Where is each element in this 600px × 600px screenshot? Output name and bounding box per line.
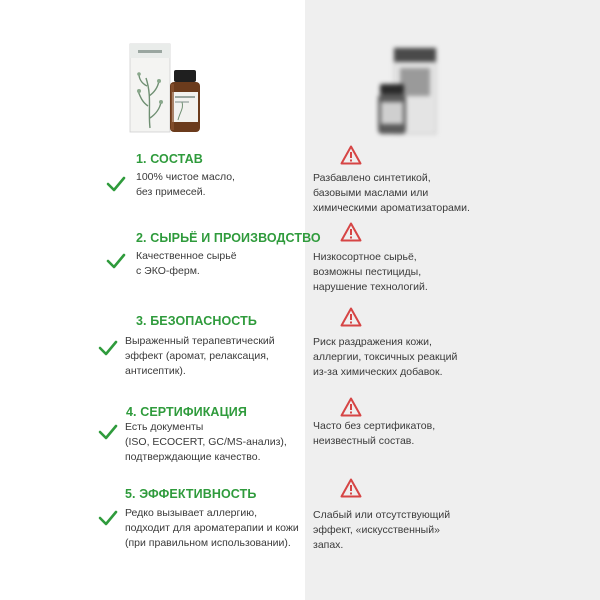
con-description-raw-materials (313, 250, 593, 295)
con-line: аллергии, токсичных реакций (313, 351, 458, 363)
pro-line: подходит для ароматерапии и кожи (125, 522, 299, 534)
pro-line: Выраженный терапевтический (125, 335, 275, 347)
pro-line: (ISO, ECOCERT, GC/MS-анализ), (125, 436, 287, 448)
pro-description-certification (125, 420, 287, 465)
pro-heading-effectiveness: 5. ЭФФЕКТИВНОСТЬ (125, 487, 257, 501)
con-line: неизвестный состав. (313, 435, 415, 447)
check-icon (98, 510, 118, 531)
con-line: нарушение технологий. (313, 281, 428, 293)
con-line: Низкосортное сырьё, (313, 251, 417, 263)
pro-line: без примесей. (136, 186, 206, 198)
check-icon (98, 424, 118, 445)
con-line: Риск раздражения кожи, (313, 336, 432, 348)
con-description-certification (313, 419, 593, 449)
pro-line: Есть документы (125, 421, 204, 433)
con-line: Часто без сертификатов, (313, 420, 436, 432)
con-line: эффект, «искусственный» (313, 524, 440, 536)
pro-description-safety (125, 334, 275, 379)
con-description-effectiveness (313, 508, 593, 553)
pro-line: эффект (аромат, релаксация, (125, 350, 269, 362)
product-image-genuine (128, 36, 208, 136)
con-line: из-за химических добавок. (313, 366, 443, 378)
pro-heading-certification: 4. СЕРТИФИКАЦИЯ (126, 405, 247, 419)
pro-line: с ЭКО-ферм. (136, 265, 200, 277)
con-description-safety (313, 335, 593, 380)
pro-line: (при правильном использовании). (125, 537, 291, 549)
pro-line: Качественное сырьё (136, 250, 237, 262)
pro-heading-raw-materials: 2. СЫРЬЁ И ПРОИЗВОДСТВО (136, 231, 321, 245)
pro-line: Редко вызывает аллергию, (125, 507, 258, 519)
warning-icon (340, 222, 362, 247)
con-line: запах. (313, 539, 344, 551)
check-icon (106, 253, 126, 274)
warning-icon (340, 307, 362, 332)
pro-description-effectiveness (125, 506, 299, 551)
check-icon (106, 176, 126, 197)
con-line: возможны пестициды, (313, 266, 422, 278)
pro-heading-safety: 3. БЕЗОПАСНОСТЬ (136, 314, 257, 328)
product-image-fake (376, 44, 446, 136)
pro-line: 100% чистое масло, (136, 171, 235, 183)
pro-line: подтверждающие качество. (125, 451, 261, 463)
check-icon (98, 340, 118, 361)
con-description-composition (313, 171, 593, 216)
warning-icon (340, 478, 362, 503)
con-line: базовыми маслами или (313, 187, 429, 199)
pro-description-raw-materials (136, 249, 237, 279)
pro-description-composition (136, 170, 235, 200)
pro-line: антисептик). (125, 365, 186, 377)
con-line: химическими ароматизаторами. (313, 202, 470, 214)
warning-icon (340, 145, 362, 170)
pro-heading-composition: 1. СОСТАВ (136, 152, 203, 166)
con-line: Разбавлено синтетикой, (313, 172, 431, 184)
con-line: Слабый или отсутствующий (313, 509, 451, 521)
